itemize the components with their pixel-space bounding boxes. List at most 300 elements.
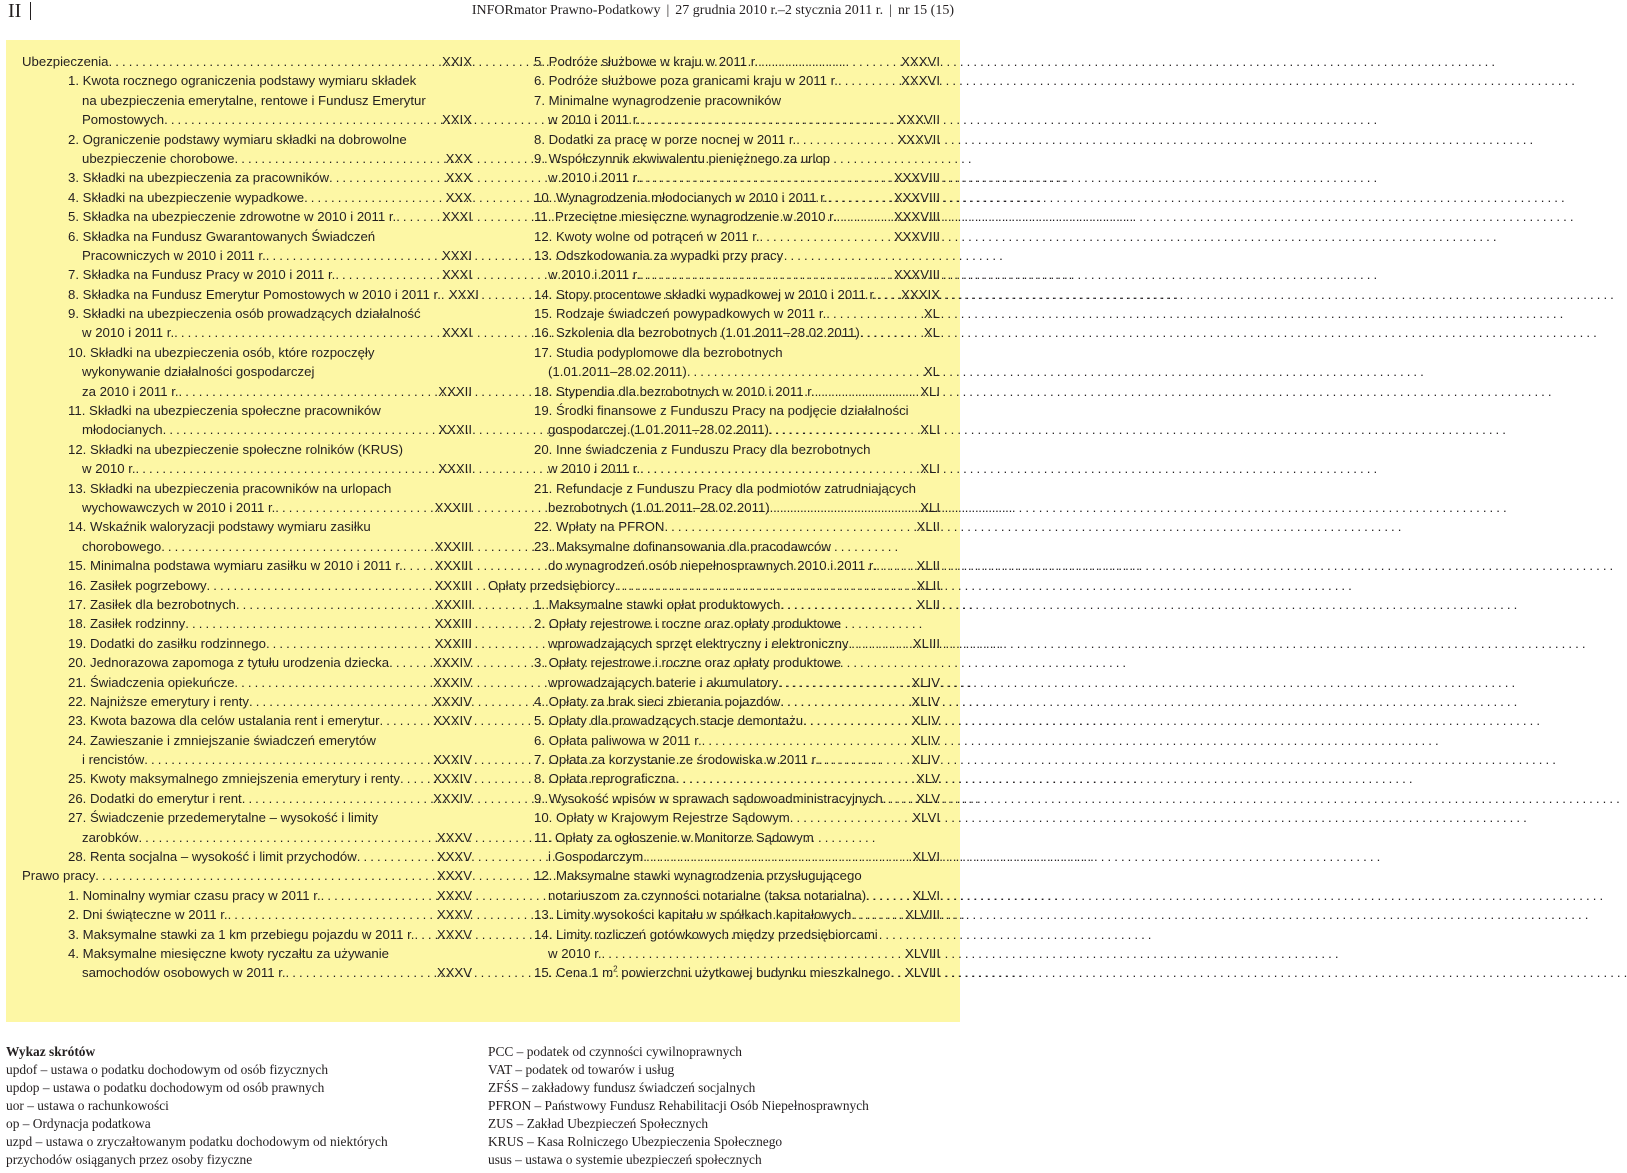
toc-entry (488, 925, 940, 944)
toc-entry (488, 711, 940, 730)
dot-leader (778, 673, 909, 692)
toc-section-heading (22, 866, 472, 885)
toc-entry-title: 2. Opłaty rejestrowe i roczne oraz opłaty produktowe (534, 616, 842, 632)
toc-entry (488, 265, 940, 284)
dot-leader (109, 52, 440, 71)
issue-number: nr 15 (15) (898, 3, 954, 18)
toc-entry (22, 517, 472, 536)
dot-leader (664, 517, 914, 536)
dot-leader (400, 769, 431, 788)
toc-page-number: XXXIV (433, 752, 472, 768)
dot-leader (758, 52, 899, 71)
toc-entry-title: 12. Maksymalne stawki wynagrodzenia przysługującego (534, 868, 862, 884)
dot-leader (304, 188, 444, 207)
toc-entry (22, 808, 472, 827)
toc-page-number: XXXIII (434, 616, 472, 632)
dot-leader (890, 963, 903, 982)
dot-leader (780, 595, 914, 614)
page-header (0, 0, 960, 24)
dot-leader (95, 866, 435, 885)
toc-entry-title: wprowadzających baterie i akumulatory (548, 674, 779, 690)
toc-page-number: XXXVIII (893, 189, 940, 205)
toc-entry (22, 207, 472, 226)
toc-entry (22, 905, 472, 924)
toc-entry-title: 11. Przeciętne miesięczne wynagrodzenie w 2010 r. (534, 209, 837, 225)
toc-entry (488, 886, 940, 905)
dot-leader (228, 905, 435, 924)
toc-page-number: XLI (920, 461, 940, 477)
issue-date: 27 grudnia 2010 r.–2 stycznia 2011 r. (675, 3, 884, 18)
toc-entry (22, 556, 472, 575)
toc-page-number: XXXIII (434, 538, 472, 554)
dot-leader (396, 207, 440, 226)
dot-leader (242, 789, 431, 808)
toc-page-number: XXXII (438, 422, 472, 438)
toc-entry (22, 246, 472, 265)
toc-entry (488, 769, 940, 788)
toc-entry-title: Pomostowych (82, 112, 165, 128)
toc-entry-title: zarobków (82, 829, 139, 845)
toc-section-heading (488, 576, 940, 595)
toc-entry-title: 17. Studia podyplomowe dla bezrobotnych (534, 344, 783, 360)
toc-page-number: XLII (916, 596, 940, 612)
toc-entry-title: w 2010 i 2011 r. (548, 267, 641, 283)
toc-entry-title: ubezpieczenie chorobowe (82, 150, 235, 166)
toc-entry-title: 13. Składki na ubezpieczenia pracowników na urlopach (68, 480, 392, 496)
toc-entry-title: 12. Kwoty wolne od potrąceń w 2011 r. (534, 228, 760, 244)
dot-leader (851, 905, 903, 924)
abbreviation-item: updof – ustawa o podatku dochodowym od osób fizycznych (6, 1062, 329, 1077)
toc-page-number: XXXI (441, 325, 472, 341)
toc-page-number: XLII (916, 577, 940, 593)
dot-leader (849, 634, 911, 653)
toc-entry (22, 382, 472, 401)
toc-page-number: XXXIV (433, 790, 472, 806)
page-number: II (8, 0, 22, 22)
toc-entry (22, 323, 472, 342)
toc-entry-title: 9. Wysokość wpisów w sprawach sądowoadministracyjnych (534, 790, 883, 806)
toc-entry (22, 71, 472, 90)
toc-entry-title: w 2010 i 2011 r. (548, 170, 641, 186)
toc-page-number: XXXI (448, 286, 479, 302)
toc-entry (22, 614, 472, 633)
toc-entry (488, 188, 940, 207)
dot-leader (640, 168, 892, 187)
dot-leader (335, 265, 440, 284)
toc-entry-title: 19. Środki finansowe z Funduszu Pracy na podjęcie działalności (534, 403, 909, 419)
dot-leader (164, 110, 440, 129)
toc-page-number: XXXI (441, 247, 472, 263)
running-head: INFORmator Prawno-Podatkowy | 27 grudnia 2010 r.–2 stycznia 2011 r. | nr 15 (15) (471, 3, 954, 18)
toc-entry-title: 18. Zasiłek rodzinny (68, 616, 186, 632)
toc-entry (22, 711, 472, 730)
toc-entry (488, 673, 940, 692)
toc-entry (22, 188, 472, 207)
toc-entry (488, 847, 940, 866)
toc-entry-title: samochodów osobowych w 2011 r. (82, 965, 286, 981)
dot-leader (640, 265, 892, 284)
toc-entry (488, 362, 940, 381)
toc-entry (22, 537, 472, 556)
toc-page-number: XLII (916, 558, 940, 574)
abbreviation-item: usus – ustawa o systemie ubezpieczeń społecznych (488, 1152, 762, 1167)
toc-entry-title: notariuszom za czynności notarialne (taksa notarialna) (548, 887, 867, 903)
dot-leader (643, 847, 910, 866)
toc-entry-title: 8. Składka na Fundusz Emerytur Pomostowych w 2010 i 2011 r. (68, 286, 441, 302)
toc-entry-title: 6. Składka na Fundusz Gwarantowanych Świadczeń (68, 228, 376, 244)
dot-leader (174, 323, 440, 342)
toc-entry-title: 4. Maksymalne miesięczne kwoty ryczałtu za używanie (68, 945, 390, 961)
toc-entry (488, 207, 940, 226)
toc-entry (22, 420, 472, 439)
toc-entry (22, 265, 472, 284)
toc-entry-title: 12. Składki na ubezpieczenie społeczne rolników (KRUS) (68, 441, 403, 457)
dot-leader (321, 886, 435, 905)
dot-leader (403, 556, 433, 575)
toc-entry (22, 401, 472, 420)
dot-leader (389, 653, 431, 672)
toc-entry-title: chorobowego (82, 538, 162, 554)
toc-page-number: XLIII (912, 635, 940, 651)
toc-page-number: XLIV (911, 732, 940, 748)
dot-leader (414, 925, 434, 944)
toc-entry (22, 731, 472, 750)
toc-entry-title: 11. Opłaty za ogłoszenie w Monitorze Sądowym (534, 829, 814, 845)
dot-leader (640, 459, 918, 478)
dot-leader (249, 692, 431, 711)
toc-entry (488, 110, 940, 129)
toc-page-number: XXXIV (433, 655, 472, 671)
toc-page-number: XXXVII (897, 112, 940, 128)
toc-page-number: XXXIV (433, 674, 472, 690)
toc-entry (488, 420, 940, 439)
toc-page-number: XLI (920, 499, 940, 515)
toc-page-number: XXXIV (433, 771, 472, 787)
toc-page-number: XXIX (441, 112, 472, 128)
toc-entry-title: gospodarczej (1.01.2011–28.02.2011) (548, 422, 769, 438)
toc-entry (488, 382, 940, 401)
toc-entry-title: w 2010 i 2011 r. (82, 325, 175, 341)
toc-entry (22, 479, 472, 498)
toc-entry (22, 110, 472, 129)
toc-page-number: XXXIII (434, 558, 472, 574)
toc-column-right (488, 52, 940, 983)
toc-entry-title: 20. Jednorazowa zapomoga z tytułu urodzenia dziecka (68, 655, 390, 671)
toc-entry-title: wykonywanie działalności gospodarczej (82, 364, 315, 380)
dot-leader (266, 246, 440, 265)
toc-entry-title: 26. Dodatki do emerytur i rent (68, 790, 242, 806)
dot-leader (877, 285, 899, 304)
toc-entry-title: 10. Opłaty w Krajowym Rejestrze Sądowym (534, 810, 790, 826)
dot-leader (138, 828, 434, 847)
dot-leader (286, 963, 435, 982)
abbreviation-item: uor – ustawa o rachunkowości (6, 1098, 169, 1113)
toc-entry (22, 91, 472, 110)
dot-leader (161, 537, 432, 556)
toc-page-number: XXXIII (434, 596, 472, 612)
toc-entry-title: 3. Opłaty rejestrowe i roczne oraz opłaty produktowe (534, 655, 842, 671)
abbreviation-item: przychodów osiąganych przez osoby fizyczne (6, 1152, 253, 1167)
toc-entry-title: bezrobotnych (1.01.2011–28.02.2011) (548, 499, 770, 515)
toc-entry-title: 2. Dni świąteczne w 2011 r. (68, 907, 228, 923)
toc-entry-title: 8. Dodatki za pracę w porze nocnej w 2011 r. (534, 131, 797, 147)
toc-entry-title: i rencistów (82, 752, 145, 768)
dot-leader (828, 188, 892, 207)
toc-entry (22, 673, 472, 692)
toc-entry-title: w 2010 i 2011 r. (548, 461, 641, 477)
toc-entry (22, 944, 472, 963)
toc-entry (488, 653, 940, 672)
toc-entry-title: 21. Refundacje z Funduszu Pracy dla podmiotów zatrudniających (534, 480, 916, 496)
toc-page-number: XXXVII (897, 131, 940, 147)
toc-entry-title: 9. Składki na ubezpieczenia osób prowadzących działalność (68, 306, 421, 322)
toc-entry (488, 634, 940, 653)
toc-page-number: XXXVI (901, 73, 940, 89)
toc-entry (488, 130, 940, 149)
toc-entry-title: 9. Współczynnik ekwiwalentu pieniężnego za urlop (534, 150, 831, 166)
toc-entry-title-part: powierzchni użytkowej budynku mieszkalnego (617, 965, 891, 981)
toc-page-number: XLVIII (905, 965, 940, 981)
toc-entry (22, 285, 479, 304)
toc-entry (22, 828, 472, 847)
toc-entry (488, 71, 940, 90)
abbreviation-item: PFRON – Państwowy Fundusz Rehabilitacji Osób Niepełnosprawnych (488, 1098, 869, 1113)
toc-entry (22, 130, 472, 149)
toc-entry-title: Opłaty przedsiębiorcy (488, 577, 615, 593)
dot-leader (837, 207, 892, 226)
dot-leader (207, 576, 433, 595)
dot-leader (144, 750, 431, 769)
dot-leader (602, 944, 904, 963)
dot-leader (826, 304, 922, 323)
toc-entry-title: 22. Najniższe emerytury i renty (68, 693, 250, 709)
toc-page-number: XLI (920, 383, 940, 399)
toc-entry (22, 653, 472, 672)
dot-leader (136, 459, 437, 478)
toc-page-number: XLVI (912, 810, 940, 826)
toc-entry (488, 479, 940, 498)
dot-leader (235, 149, 444, 168)
toc-entry-title: w 2010 r. (82, 461, 136, 477)
dot-leader (687, 362, 922, 381)
toc-page-number: XXXV (436, 965, 472, 981)
toc-entry-title: Prawo pracy (22, 868, 96, 884)
toc-entry (488, 614, 940, 633)
toc-entry (488, 91, 940, 110)
toc-entry-title: za 2010 i 2011 r. (82, 383, 179, 399)
toc-page-number: XXXIV (433, 713, 472, 729)
dot-leader (815, 382, 919, 401)
toc-entry (488, 750, 940, 769)
toc-entry (22, 304, 472, 323)
toc-entry (22, 692, 472, 711)
toc-entry-title: na ubezpieczenia emerytalne, rentowe i Fundusz Emerytur (82, 92, 426, 108)
toc-entry (22, 634, 472, 653)
toc-entry (488, 323, 940, 342)
abbreviation-item: uzpd – ustawa o zryczałtowanym podatku dochodowym od niektórych (6, 1134, 388, 1149)
toc-entry (488, 440, 940, 459)
toc-page-number: XLIV (911, 693, 940, 709)
toc-entry (488, 459, 940, 478)
dot-leader (769, 420, 918, 439)
toc-entry (488, 498, 940, 517)
dot-leader (819, 750, 910, 769)
toc-page-number: XXXV (436, 907, 472, 923)
toc-entry (488, 731, 940, 750)
toc-page-number: XLVI (912, 849, 940, 865)
toc-column-left (22, 52, 479, 983)
toc-entry (488, 246, 940, 265)
toc-page-number: XL (923, 306, 940, 322)
dot-leader (760, 227, 892, 246)
toc-page-number: XLVIII (905, 907, 940, 923)
dot-leader (770, 498, 919, 517)
toc-entry (488, 789, 940, 808)
toc-entry (22, 886, 472, 905)
abbreviation-item: VAT – podatek od towarów i usług (488, 1062, 675, 1077)
toc-entry (22, 750, 472, 769)
toc-entry (22, 343, 472, 362)
toc-entry-title: 14. Wskaźnik waloryzacji podstawy wymiaru zasiłku (68, 519, 371, 535)
toc-entry (488, 343, 940, 362)
toc-entry-title: 16. Szkolenia dla bezrobotnych (1.01.2011–28.02.2011) (534, 325, 860, 341)
toc-entry (488, 905, 940, 924)
dot-leader (357, 847, 435, 866)
toc-entry-title: 18. Stypendia dla bezrobotnych w 2010 i 2011 r. (534, 383, 815, 399)
dot-leader (275, 498, 432, 517)
toc-page-number: XXX (445, 189, 472, 205)
dot-leader (790, 808, 911, 827)
toc-entry-title: 2. Ograniczenie podstawy wymiaru składki na dobrowolne (68, 131, 407, 147)
abbreviations-legend-right (488, 1043, 958, 1169)
dot-leader (615, 576, 915, 595)
toc-entry (488, 285, 940, 304)
dot-leader (803, 711, 909, 730)
toc-page-number: XXXV (436, 829, 472, 845)
dot-leader (876, 556, 914, 575)
toc-entry-title: 20. Inne świadczenia z Funduszu Pracy dla bezrobotnych (534, 441, 871, 457)
toc-page-number: XL (923, 364, 940, 380)
dot-leader (860, 323, 922, 342)
toc-entry-title: 27. Świadczenie przedemerytalne – wysokość i limity (68, 810, 379, 826)
publication-title: INFORmator Prawno-Podatkowy (471, 3, 661, 18)
toc-entry (22, 227, 472, 246)
toc-section-heading (22, 52, 472, 71)
toc-entry (488, 692, 940, 711)
dot-leader (163, 420, 437, 439)
dot-leader (234, 673, 431, 692)
toc-entry (22, 769, 472, 788)
toc-entry (22, 149, 472, 168)
toc-entry-title: do wynagrodzeń osób niepełnosprawnych 2010 i 2011 r. (548, 558, 877, 574)
header-divider (30, 2, 31, 20)
toc-entry (22, 362, 472, 381)
toc-page-number: XXX (445, 150, 472, 166)
toc-entry-title: 1. Nominalny wymiar czasu pracy w 2011 r. (68, 887, 321, 903)
toc-entry (22, 963, 472, 982)
toc-entry (488, 963, 940, 982)
toc-entry-title: 14. Stopy procentowe składki wypadkowej w 2010 i 2011 r. (534, 286, 877, 302)
toc-page-number: XXXVIII (893, 267, 940, 283)
toc-entry (488, 556, 940, 575)
toc-entry-title: 28. Renta socjalna – wysokość i limit przychodów (68, 849, 357, 865)
toc-entry-title: 6. Opłata paliwowa w 2011 r. (534, 732, 702, 748)
legend-list-right (488, 1043, 958, 1169)
toc-entry (488, 517, 940, 536)
toc-entry-title: (1.01.2011–28.02.2011) (548, 364, 687, 380)
toc-page-number: XXXVIII (893, 228, 940, 244)
toc-entry-title (534, 963, 890, 982)
toc-entry-title: 23. Maksymalne dofinansowania dla pracodawców (534, 538, 831, 554)
toc-page-number: XXXVIII (893, 170, 940, 186)
dot-leader (185, 614, 432, 633)
toc-entry (22, 168, 472, 187)
toc-entry-title: 11. Składki na ubezpieczenia społeczne pracowników (68, 403, 381, 419)
toc-entry-title: 13. Odszkodowania za wypadki przy pracy (534, 247, 784, 263)
toc-page-number: XXXV (436, 849, 472, 865)
toc-page-number: XLVI (912, 887, 940, 903)
toc-entry (22, 459, 472, 478)
toc-page-number: XLIV (911, 752, 940, 768)
toc-page-number: XLV (916, 771, 940, 787)
toc-page-number: XL (923, 325, 940, 341)
toc-entry-title: 1. Kwota rocznego ograniczenia podstawy wymiaru składek (68, 73, 417, 89)
toc-page-number: XXXVI (901, 54, 940, 69)
toc-entry (488, 149, 940, 168)
toc-page-number: XXXII (438, 383, 472, 399)
toc-entry-title: Ubezpieczenia (22, 54, 109, 69)
toc-page-number: XLVIII (905, 945, 940, 961)
toc-page-number: XXXIII (434, 635, 472, 651)
toc-page-number: XXXV (436, 868, 472, 884)
toc-page-number: XXXV (436, 926, 472, 942)
superscript: 2 (613, 964, 618, 974)
toc-entry-title: 24. Zawieszanie i zmniejszanie świadczeń emerytów (68, 732, 376, 748)
toc-entry (22, 789, 472, 808)
dot-leader (236, 595, 433, 614)
toc-page-number: XXXI (441, 209, 472, 225)
toc-entry-title: 7. Opłata za korzystanie ze środowiska w 2011 r. (534, 752, 819, 768)
toc-page-number: XLIV (911, 674, 940, 690)
toc-entry-title: 14. Limity rozliczeń gotówkowych między przedsiębiorcami (534, 926, 878, 942)
toc-entry (22, 576, 472, 595)
toc-entry (488, 401, 940, 420)
toc-entry-title: 22. Wpłaty na PFRON (534, 519, 665, 535)
toc-entry (488, 866, 940, 885)
toc-entry-title: 3. Składki na ubezpieczenia za pracowników (68, 170, 329, 186)
toc-entry-title: 7. Minimalne wynagrodzenie pracowników (534, 92, 782, 108)
toc-entry-title: 8. Opłata reprograficzna (534, 771, 676, 787)
toc-entry-title: 1. Maksymalne stawki opłat produktowych (534, 596, 781, 612)
toc-entry-title: 15. Rodzaje świadczeń powypadkowych w 2011 r. (534, 306, 827, 322)
toc-entry-title: w 2010 r. (548, 945, 602, 961)
toc-entry (488, 537, 940, 556)
toc-entry-title: 4. Składki na ubezpieczenie wypadkowe (68, 189, 305, 205)
toc-entry-title: wychowawczych w 2010 i 2011 r. (82, 499, 276, 515)
toc-entry-title: 10. Wynagrodzenia młodocianych w 2010 i 2011 r. (534, 189, 828, 205)
abbreviation-item: ZUS – Zakład Ubezpieczeń Społecznych (488, 1116, 709, 1131)
toc-entry-title: 16. Zasiłek pogrzebowy (68, 577, 207, 593)
abbreviations-legend (6, 1043, 476, 1169)
toc-entry-title: 21. Świadczenia opiekuńcze (68, 674, 235, 690)
toc-entry (22, 440, 472, 459)
toc-page-number: XXXIII (434, 577, 472, 593)
toc-entry-title: 7. Składka na Fundusz Pracy w 2010 i 2011 r. (68, 267, 336, 283)
toc-entry (488, 595, 940, 614)
toc-entry-title-part: 15. Cena 1 m (534, 965, 614, 981)
legend-title: Wykaz skrótów (6, 1044, 96, 1059)
toc-entry-title: 19. Dodatki do zasiłku rodzinnego (68, 635, 266, 651)
